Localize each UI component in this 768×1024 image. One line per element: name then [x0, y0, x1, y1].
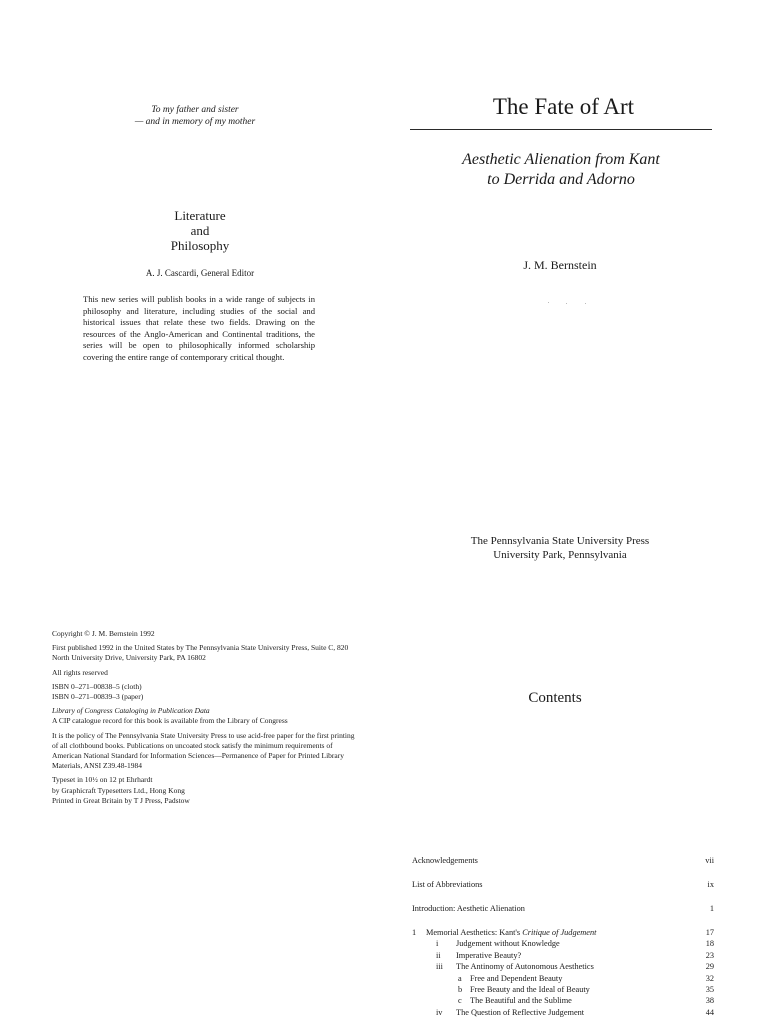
paper-policy: It is the policy of The Pennsylvania State University Press to use acid-free paper for the first printing of all clothbound books. Publications on uncoated stock satisfy the minimum requirements of American National Standard for Information Sciences—Permanence of Paper for Printed Library Materials, ANSI Z39.48-1984	[52, 730, 355, 771]
publisher-imprint	[440, 535, 680, 562]
toc-entry-title: Memorial Aesthetics: Kant's Critique of Judgement	[426, 928, 597, 937]
isbn-block	[52, 682, 357, 702]
toc-entry[interactable]	[412, 995, 714, 1006]
subtitle-line: to Derrida and Adorno	[487, 171, 635, 188]
isbn-cloth: ISBN 0–271–00838–5 (cloth)	[52, 681, 142, 691]
toc-entry-number: a	[458, 973, 462, 983]
toc-entry-title: Acknowledgements	[412, 856, 478, 865]
typesetter-line: by Graphicraft Typesetters Ltd., Hong Kong	[52, 785, 185, 795]
toc-entry[interactable]	[412, 855, 714, 866]
cip-heading: Library of Congress Cataloging in Publication Data	[52, 706, 210, 716]
toc-entry-page: 44	[705, 1007, 714, 1017]
cip-text: A CIP catalogue record for this book is available from the Library of Congress	[52, 716, 288, 726]
dedication-line: To my father and sister	[151, 105, 239, 115]
toc-entry[interactable]	[412, 950, 714, 961]
toc-entry[interactable]	[412, 903, 714, 914]
toc-entry-title: The Beautiful and the Sublime	[470, 996, 572, 1006]
toc-entry-number: c	[458, 996, 462, 1006]
toc-entry-number: i	[436, 939, 439, 949]
print-speck	[585, 303, 586, 304]
toc-entry-page: 32	[705, 973, 714, 983]
toc-entry-page: 35	[705, 984, 714, 994]
typeset-line: Typeset in 10½ on 12 pt Ehrhardt	[52, 775, 153, 785]
contents-heading: Contents	[528, 690, 582, 706]
production-block	[52, 775, 357, 806]
toc-entry[interactable]	[412, 984, 714, 995]
toc-chapter-1	[412, 927, 714, 1018]
dedication	[100, 104, 290, 128]
book-title: The Fate of Art	[492, 94, 634, 119]
book-subtitle	[430, 150, 692, 190]
toc-entry-title: List of Abbreviations	[412, 879, 483, 889]
print-speck	[566, 303, 567, 304]
book-author: J. M. Bernstein	[523, 258, 597, 272]
toc-entry-title: Judgement without Knowledge	[456, 939, 560, 949]
copyright-block	[52, 629, 357, 810]
isbn-paper: ISBN 0–271–00839–3 (paper)	[52, 692, 144, 702]
toc-entry-page: 29	[705, 962, 714, 972]
rights-reserved: All rights reserved	[52, 667, 108, 677]
toc-entry-title-italic: Critique of Judgement	[522, 928, 597, 937]
toc-entry-number: ii	[436, 950, 441, 960]
series-editor: A. J. Cascardi, General Editor	[145, 268, 255, 278]
publisher-line: University Park, Pennsylvania	[493, 548, 627, 561]
printer-line: Printed in Great Britain by T J Press, Padstow	[52, 795, 190, 805]
toc-entry[interactable]	[412, 938, 714, 949]
first-published: First published 1992 in the United States by The Pennsylvania State University Press, Suite C, 820 North University Drive, University Park, PA 16802	[52, 643, 349, 663]
toc-front-matter	[412, 855, 714, 927]
cip-block	[52, 706, 357, 726]
toc-entry-number: b	[458, 984, 463, 994]
toc-entry-title: Free Beauty and the Ideal of Beauty	[470, 984, 590, 994]
toc-entry[interactable]	[412, 879, 714, 890]
toc-entry[interactable]	[412, 961, 714, 972]
toc-entry-page: 18	[705, 939, 714, 949]
publisher-line: The Pennsylvania State University Press	[470, 535, 650, 547]
copyright-line: Copyright © J. M. Bernstein 1992	[52, 629, 155, 638]
toc-entry-title: Free and Dependent Beauty	[470, 973, 563, 983]
toc-entry-number: iv	[436, 1007, 443, 1017]
dedication-line: — and in memory of my mother	[134, 117, 256, 127]
toc-entry-title: The Antinomy of Autonomous Aesthetics	[456, 962, 594, 972]
toc-entry-page: 17	[705, 928, 714, 937]
toc-entry-page: vii	[705, 856, 714, 865]
series-title-line: Philosophy	[170, 238, 230, 253]
series-description: This new series will publish books in a wide range of subjects in philosophy and literature, including studies of the social and historical issues that relate these two fields. Drawing on the resources of the Anglo-American and Continental traditions, the series will be open to philosophically informed scholarship covering the entire range of contemporary critical thought.	[83, 294, 315, 362]
series-title-line: and	[190, 223, 210, 238]
toc-entry[interactable]	[412, 927, 714, 938]
toc-entry-page: 38	[705, 996, 714, 1006]
toc-entry[interactable]	[412, 973, 714, 984]
toc-entry-title: Imperative Beauty?	[456, 950, 522, 960]
toc-entry[interactable]	[412, 1007, 714, 1018]
title-rule	[410, 129, 712, 130]
print-speck	[548, 302, 549, 303]
toc-entry-page: ix	[707, 879, 714, 889]
toc-entry-number: iii	[436, 962, 443, 972]
toc-entry-number: 1	[412, 928, 417, 937]
toc-entry-title: The Question of Reflective Judgement	[456, 1007, 585, 1017]
subtitle-line: Aesthetic Alienation from Kant	[462, 151, 660, 168]
toc-entry-title: Introduction: Aesthetic Alienation	[412, 903, 525, 913]
series-title-line: Literature	[174, 208, 226, 223]
series-title	[120, 208, 280, 253]
toc-entry-page: 1	[709, 903, 714, 913]
toc-entry-page: 23	[705, 950, 714, 960]
